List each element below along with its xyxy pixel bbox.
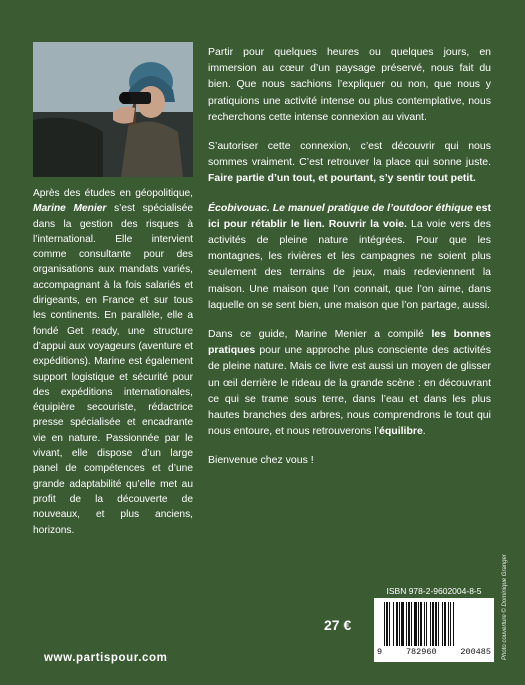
barcode-bar bbox=[424, 602, 425, 646]
barcode-bar bbox=[386, 602, 388, 646]
book-description bbox=[208, 44, 491, 482]
barcode-bar bbox=[448, 602, 449, 646]
author-bio bbox=[33, 186, 193, 538]
barcode-bar bbox=[411, 602, 412, 646]
price-label: 27 € bbox=[324, 617, 352, 633]
paragraph-5: Bienvenue chez vous ! bbox=[208, 454, 314, 467]
paragraph-3-emphasis: est ici pour rétablir le lien. Rouvrir la voie. bbox=[208, 201, 491, 230]
barcode-bar bbox=[414, 602, 417, 646]
paragraph-4-emphasis: les bonnes pratiques bbox=[208, 328, 491, 357]
author-photo-illustration bbox=[33, 42, 193, 177]
paragraph-4-keyword: équilibre bbox=[379, 425, 423, 438]
bio-body: s’est spécialisée dans la gestion des risques à l’international. Elle intervient comme consultante pour des organisations aux mandats variés, accompagnant à la fois salariés et dirigeants, en France et sur tous les continents. En parallèle, elle a fondé Get ready, une structure d’appui aux voyageurs (aventure et expéditions). Marine est également support logistique et sécurité pour des expéditions internationales, équipière secouriste, rédactrice presse spécialisée et encadrante vie en nature. Passionnée par le vivant, elle dispose d’un large panel de compétences et d’une grande adaptabilité qu’elle met au profit de la découverte de nouveaux, et plus anciens, horizons. bbox=[33, 203, 193, 536]
barcode-digits-right: 200485 bbox=[460, 647, 491, 657]
barcode bbox=[374, 598, 494, 662]
paragraph-2 bbox=[208, 138, 491, 187]
barcode-bar bbox=[438, 602, 439, 646]
paragraph-2-emphasis: Faire partie d’un tout, et pourtant, s’y sentir tout petit. bbox=[208, 172, 476, 185]
barcode-bars bbox=[382, 602, 486, 646]
author-photo bbox=[33, 42, 193, 177]
bio-intro: Après des études en géopolitique, bbox=[33, 188, 193, 199]
isbn-label: ISBN 978-2-9602004-8-5 bbox=[386, 586, 482, 596]
barcode-bar bbox=[435, 602, 437, 646]
barcode-bar bbox=[420, 602, 422, 646]
barcode-digits-left: 782960 bbox=[405, 647, 437, 657]
barcode-bar bbox=[389, 602, 390, 646]
author-bio-text bbox=[33, 186, 193, 538]
barcode-bar bbox=[442, 602, 443, 646]
author-name: Marine Menier bbox=[33, 203, 107, 215]
barcode-bar bbox=[401, 602, 404, 646]
barcode-bar bbox=[453, 602, 454, 646]
publisher-website[interactable]: www.partispour.com bbox=[44, 652, 168, 664]
barcode-bar bbox=[393, 602, 394, 646]
paragraph-4 bbox=[208, 326, 491, 439]
barcode-bar bbox=[396, 602, 398, 646]
barcode-digits bbox=[374, 647, 494, 659]
barcode-bar bbox=[408, 602, 410, 646]
photo-credit: Photo couverture © Dominique Granger bbox=[502, 554, 508, 660]
barcode-digit-prefix: 9 bbox=[377, 647, 383, 657]
barcode-bar bbox=[406, 602, 407, 646]
barcode-bar bbox=[450, 602, 451, 646]
barcode-bar bbox=[430, 602, 431, 646]
barcode-bar bbox=[432, 602, 434, 646]
paragraph-4-text-a: Dans ce guide, Marine Menier a compilé bbox=[208, 328, 432, 341]
barcode-bar bbox=[384, 602, 385, 646]
paragraph-1: Partir pour quelques heures ou quelques jours, en immersion au cœur d’un paysage préservé, nous fait du bien. Que nous sachions l’expliquer ou non, que nous y pratiquions une activité intense ou plus contemplative, nous recherchons cette intense connexion au vivant. bbox=[208, 46, 491, 123]
paragraph-2-text: S’autoriser cette connexion, c’est découvrir qui nous sommes vraiment. C’est retrouver la place qui sonne juste. bbox=[208, 140, 491, 169]
barcode-bar bbox=[426, 602, 427, 646]
barcode-bar bbox=[418, 602, 419, 646]
book-title: Écobivouac. Le manuel pratique de l’outdoor éthique bbox=[208, 201, 473, 214]
paragraph-4-text-b: pour une approche plus consciente des activités de pleine nature. Mais ce livre est aussi un moyen de glisser un œil derrière le rideau de la grande scène : en découvrant ce qui se trame sous terre, dans l’eau et dans les plus hautes branches des arbres, nous comprendrons le tout qui nous entoure, et nous retrouverons l’ bbox=[208, 344, 491, 438]
barcode-bar bbox=[444, 602, 446, 646]
paragraph-4-end: . bbox=[422, 425, 426, 438]
paragraph-3 bbox=[208, 200, 491, 313]
barcode-bar bbox=[399, 602, 400, 646]
paragraph-3-text: La voie vers des activités de pleine nature intégrées. Pour que les montagnes, les rivières et les campagnes ne soient plus seulement des terrains de jeux, mais redeviennent la maison. Une maison que l’on connait, que l’on aime, dans laquelle on se sent bien, une maison que l’on partage, aussi. bbox=[208, 217, 491, 311]
